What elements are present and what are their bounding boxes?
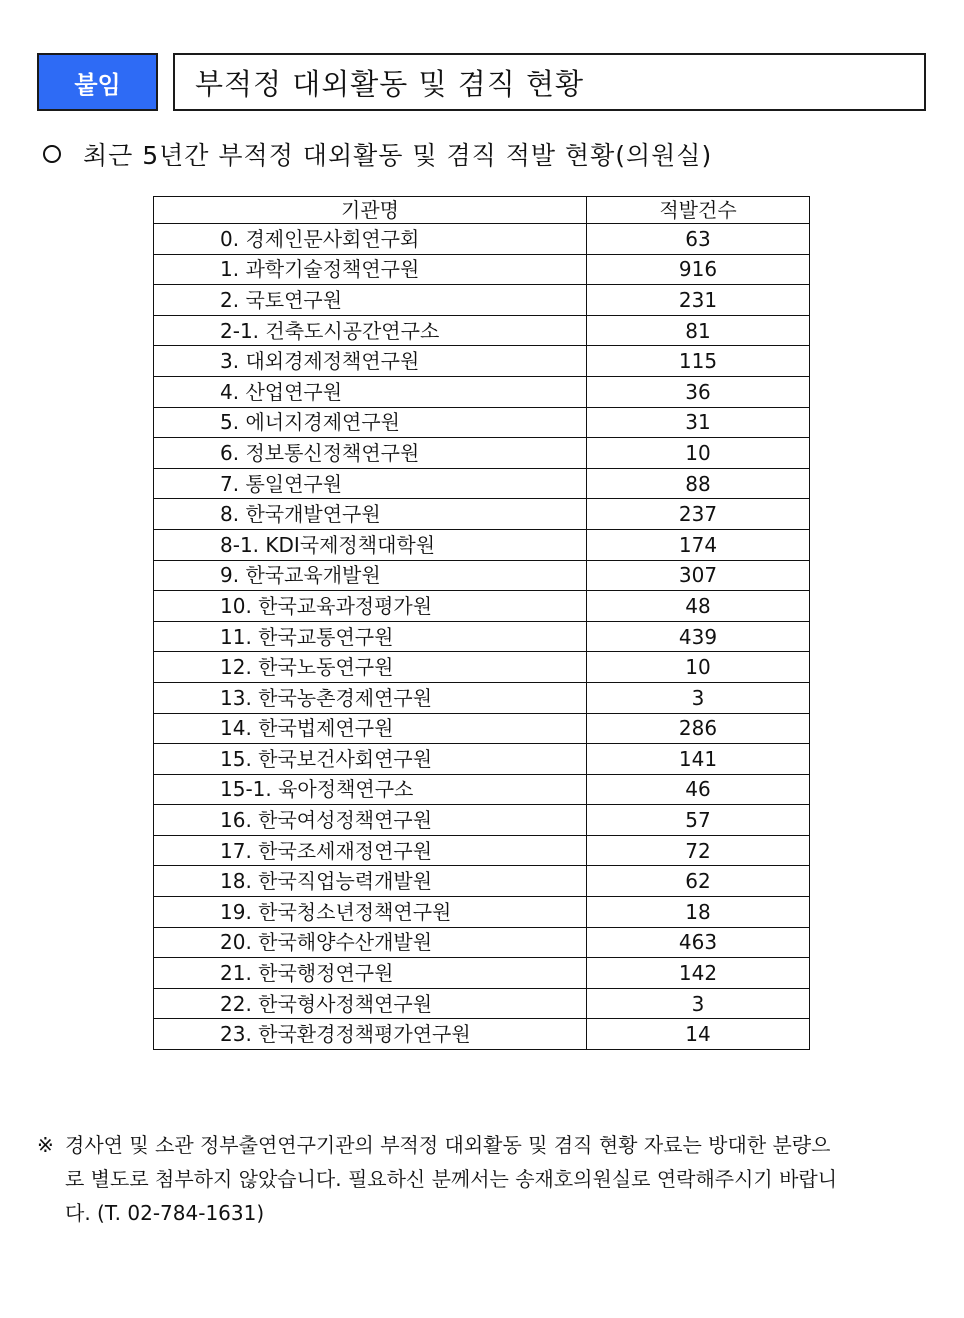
institution-name: 5. 에너지경제연구원 bbox=[154, 407, 587, 438]
institution-name: 15-1. 육아정책연구소 bbox=[154, 774, 587, 805]
header-count: 적발건수 bbox=[587, 197, 810, 224]
institution-name: 13. 한국농촌경제연구원 bbox=[154, 682, 587, 713]
table-header-row bbox=[154, 197, 810, 224]
table-row bbox=[154, 407, 810, 438]
institution-name: 18. 한국직업능력개발원 bbox=[154, 866, 587, 897]
institution-name: 17. 한국조세재정연구원 bbox=[154, 835, 587, 866]
table-row bbox=[154, 805, 810, 836]
violation-count: 18 bbox=[587, 897, 810, 928]
table-row bbox=[154, 897, 810, 928]
violation-count: 115 bbox=[587, 346, 810, 377]
institution-name: 21. 한국행정연구원 bbox=[154, 958, 587, 989]
violation-count: 286 bbox=[587, 713, 810, 744]
table-row bbox=[154, 438, 810, 469]
violation-count: 88 bbox=[587, 468, 810, 499]
table-row bbox=[154, 835, 810, 866]
footnote-line-1: 경사연 및 소관 정부출연연구기관의 부적정 대외활동 및 겸직 현황 자료는 방대한 분량으 bbox=[65, 1133, 831, 1157]
institution-name: 23. 한국환경정책평가연구원 bbox=[154, 1019, 587, 1050]
institution-name: 10. 한국교육과정평가원 bbox=[154, 591, 587, 622]
table-row bbox=[154, 927, 810, 958]
violation-count: 307 bbox=[587, 560, 810, 591]
institution-name: 1. 과학기술정책연구원 bbox=[154, 254, 587, 285]
violation-count: 81 bbox=[587, 315, 810, 346]
table-row bbox=[154, 774, 810, 805]
header-institution: 기관명 bbox=[154, 197, 587, 224]
table-row bbox=[154, 1019, 810, 1050]
institution-name: 9. 한국교육개발원 bbox=[154, 560, 587, 591]
table-body bbox=[154, 224, 810, 1050]
institution-name: 11. 한국교통연구원 bbox=[154, 621, 587, 652]
violation-count: 10 bbox=[587, 652, 810, 683]
table-row bbox=[154, 591, 810, 622]
violation-count: 31 bbox=[587, 407, 810, 438]
violation-count: 916 bbox=[587, 254, 810, 285]
page-title-text: 부적정 대외활동 및 겸직 현황 bbox=[195, 66, 585, 101]
attachment-badge bbox=[37, 53, 158, 111]
footnote-line-3: 다. (T. 02-784-1631) bbox=[65, 1201, 265, 1225]
table-row bbox=[154, 315, 810, 346]
institution-name: 20. 한국해양수산개발원 bbox=[154, 927, 587, 958]
circle-bullet-icon bbox=[43, 145, 61, 163]
reference-mark-icon: ※ bbox=[37, 1133, 54, 1157]
table-row bbox=[154, 468, 810, 499]
violation-count: 439 bbox=[587, 621, 810, 652]
table-row bbox=[154, 866, 810, 897]
institution-name: 2. 국토연구원 bbox=[154, 285, 587, 316]
violation-count: 142 bbox=[587, 958, 810, 989]
institution-name: 19. 한국청소년정책연구원 bbox=[154, 897, 587, 928]
institution-name: 22. 한국형사정책연구원 bbox=[154, 988, 587, 1019]
institution-name: 3. 대외경제정책연구원 bbox=[154, 346, 587, 377]
violation-count: 48 bbox=[587, 591, 810, 622]
table-row bbox=[154, 376, 810, 407]
violation-count: 10 bbox=[587, 438, 810, 469]
institution-name: 0. 경제인문사회연구회 bbox=[154, 224, 587, 255]
institution-name: 8. 한국개발연구원 bbox=[154, 499, 587, 530]
violation-count: 62 bbox=[587, 866, 810, 897]
violation-count: 36 bbox=[587, 376, 810, 407]
section-heading-text: 최근 5년간 부적정 대외활동 및 겸직 적발 현황(의원실) bbox=[83, 141, 713, 170]
table-row bbox=[154, 285, 810, 316]
institution-name: 16. 한국여성정책연구원 bbox=[154, 805, 587, 836]
table-row bbox=[154, 560, 810, 591]
footnote bbox=[37, 1128, 929, 1230]
violation-count: 14 bbox=[587, 1019, 810, 1050]
institution-name: 14. 한국법제연구원 bbox=[154, 713, 587, 744]
institution-name: 4. 산업연구원 bbox=[154, 376, 587, 407]
violation-count: 141 bbox=[587, 744, 810, 775]
violation-count: 63 bbox=[587, 224, 810, 255]
violation-count: 174 bbox=[587, 529, 810, 560]
violation-count: 3 bbox=[587, 682, 810, 713]
table-row bbox=[154, 713, 810, 744]
table-row bbox=[154, 346, 810, 377]
table-row bbox=[154, 958, 810, 989]
table-row bbox=[154, 224, 810, 255]
institution-name: 6. 정보통신정책연구원 bbox=[154, 438, 587, 469]
attachment-badge-label: 붙임 bbox=[74, 70, 121, 99]
violation-count: 3 bbox=[587, 988, 810, 1019]
section-heading bbox=[37, 134, 712, 174]
violation-count: 463 bbox=[587, 927, 810, 958]
violation-count: 72 bbox=[587, 835, 810, 866]
institution-name: 8-1. KDI국제정책대학원 bbox=[154, 529, 587, 560]
table-row bbox=[154, 988, 810, 1019]
table-row bbox=[154, 529, 810, 560]
table-row bbox=[154, 499, 810, 530]
table-row bbox=[154, 652, 810, 683]
violation-count: 46 bbox=[587, 774, 810, 805]
table-row bbox=[154, 254, 810, 285]
page-title bbox=[173, 53, 926, 111]
violations-table bbox=[153, 196, 810, 1050]
institution-name: 2-1. 건축도시공간연구소 bbox=[154, 315, 587, 346]
table-row bbox=[154, 682, 810, 713]
institution-name: 12. 한국노동연구원 bbox=[154, 652, 587, 683]
institution-name: 7. 통일연구원 bbox=[154, 468, 587, 499]
violation-count: 57 bbox=[587, 805, 810, 836]
violation-count: 231 bbox=[587, 285, 810, 316]
footnote-line-2: 로 별도로 첨부하지 않았습니다. 필요하신 분께서는 송재호의원실로 연락해주시기 바랍니 bbox=[65, 1167, 838, 1191]
institution-name: 15. 한국보건사회연구원 bbox=[154, 744, 587, 775]
table-row bbox=[154, 621, 810, 652]
table-row bbox=[154, 744, 810, 775]
violation-count: 237 bbox=[587, 499, 810, 530]
